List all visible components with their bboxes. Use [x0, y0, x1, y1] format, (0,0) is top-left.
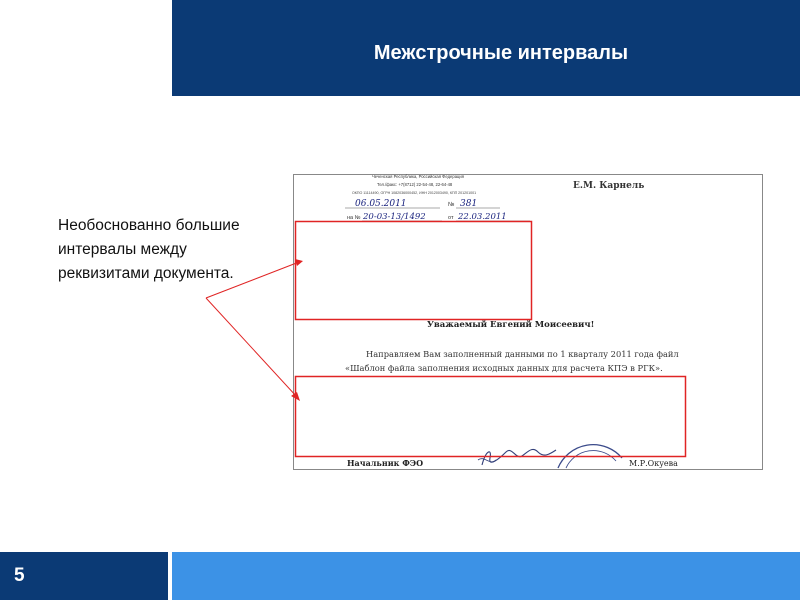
addressee: Е.М. Карнель [573, 181, 645, 191]
doc-header-line-2: Тел./факс: +7(8712) 22-54-48, 22-64-48 [377, 182, 453, 187]
doc-header-line-3: ОКПО 11114490, ОГРН 1082036000452, ИНН 2012003490, КПП 201201001 [352, 191, 477, 195]
page-number: 5 [14, 565, 25, 586]
gap-highlight-box-top [296, 222, 532, 320]
ref-prefix: на № [347, 215, 361, 221]
ref-date-prefix: от [448, 215, 454, 221]
footer-page-block [0, 552, 168, 600]
reg-date: 06.05.2011 [355, 199, 407, 209]
ref-date: 22.03.2011 [458, 212, 507, 222]
signature-title: Начальник ФЭО [347, 458, 424, 468]
signature-scribble-2 [478, 459, 496, 462]
reg-number-prefix: № [448, 202, 455, 208]
reg-number: 381 [460, 199, 478, 209]
doc-body-line-2: «Шаблон файла заполнения исходных данных для расчета КПЭ в РГК». [345, 363, 663, 373]
signatory-name: М.Р.Окуева [629, 459, 678, 468]
arrow-to-bottom-box [206, 298, 297, 397]
gap-highlight-box-bottom [296, 377, 686, 457]
doc-header-line-1: Чеченская Республика, Российская Федерация [372, 174, 465, 179]
salutation: Уважаемый Евгений Моисеевич! [427, 320, 595, 330]
slide-body-text: Необоснованно большие интервалы между реквизитами документа. [58, 217, 240, 282]
footer-bar [172, 552, 800, 600]
stamp-seal-inner [566, 451, 616, 468]
doc-body-line-1: Направляем Вам заполненный данными по 1 кварталу 2011 года файл [366, 349, 679, 359]
slide-title: Межстрочные интервалы [373, 42, 629, 64]
ref-number: 20-03-13/1492 [363, 212, 426, 222]
arrow-to-top-box [206, 262, 299, 298]
